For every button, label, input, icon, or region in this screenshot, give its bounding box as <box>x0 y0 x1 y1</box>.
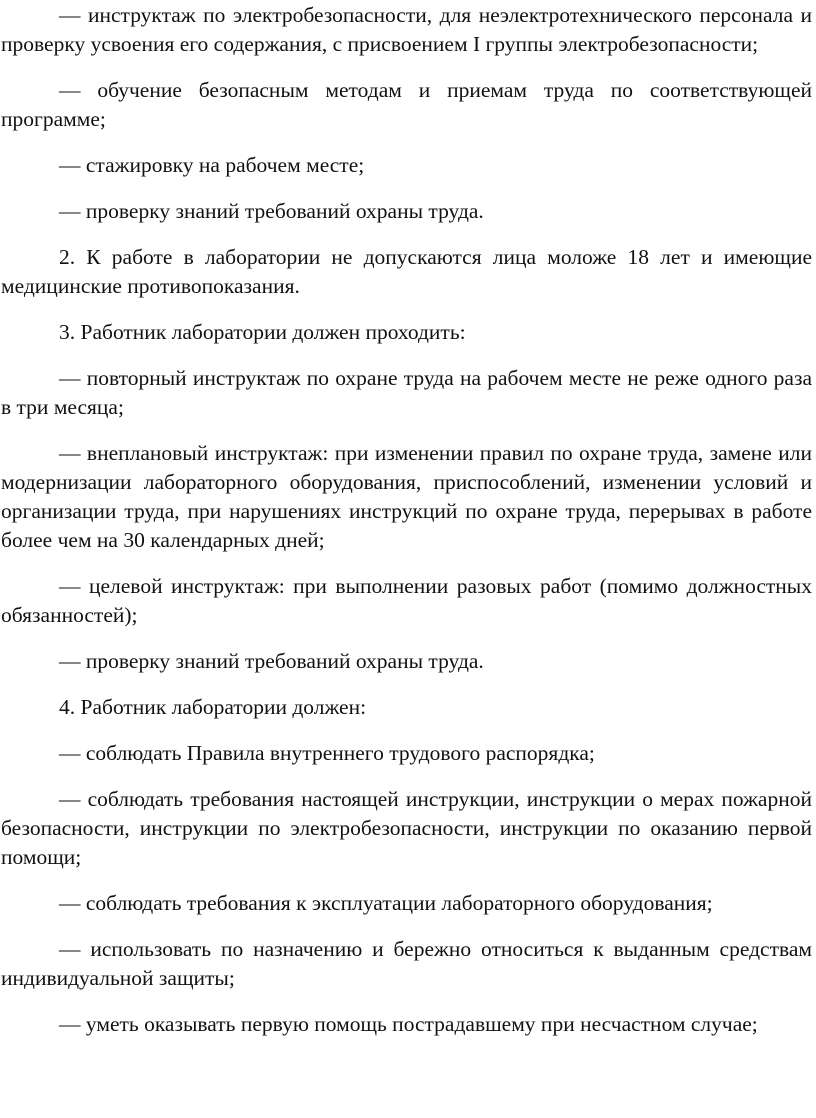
paragraph-instruction-requirements: — соблюдать требования настоящей инструкции, инструкции о мерах пожарной безопасности, инструкции по электробезопасности, инструкции по оказанию первой помощи; <box>1 787 812 869</box>
paragraph-electrical-safety-briefing: — инструктаж по электробезопасности, для неэлектротехнического персонала и проверку усвоения его содержания, с присвоением I группы электробезопасности; <box>1 3 812 56</box>
paragraph-first-aid: — уметь оказывать первую помощь пострадавшему при несчастном случае; <box>59 1012 758 1036</box>
paragraph-knowledge-check-2: — проверку знаний требований охраны труда. <box>59 649 484 673</box>
paragraph-repeat-briefing: — повторный инструктаж по охране труда на рабочем месте не реже одного раза в три месяца; <box>1 366 812 419</box>
paragraph-safe-methods-training: — обучение безопасным методам и приемам труда по соответствующей программе; <box>1 78 812 131</box>
paragraph-protective-equipment: — использовать по назначению и бережно относиться к выданным средствам индивидуальной защиты; <box>1 937 812 990</box>
paragraph-internal-rules: — соблюдать Правила внутреннего трудового распорядка; <box>59 741 595 765</box>
paragraph-section-4-heading: 4. Работник лаборатории должен: <box>59 695 367 719</box>
paragraph-section-2-admission: 2. К работе в лаборатории не допускаются лица моложе 18 лет и имеющие медицинские противопоказания. <box>1 245 812 298</box>
paragraph-workplace-internship: — стажировку на рабочем месте; <box>59 153 365 177</box>
paragraph-section-3-heading: 3. Работник лаборатории должен проходить: <box>59 320 466 344</box>
paragraph-unscheduled-briefing: — внеплановый инструктаж: при изменении правил по охране труда, замене или модернизации лабораторного оборудования, приспособлений, изменении условий и организации труда, при нарушениях инструкций по охране труда, перерывах в работе более чем на 30 календарных дней; <box>1 441 812 552</box>
paragraph-equipment-requirements: — соблюдать требования к эксплуатации лабораторного оборудования; <box>59 891 713 915</box>
paragraph-knowledge-check: — проверку знаний требований охраны труда. <box>59 199 484 223</box>
paragraph-targeted-briefing: — целевой инструктаж: при выполнении разовых работ (помимо должностных обязанностей); <box>1 574 812 627</box>
